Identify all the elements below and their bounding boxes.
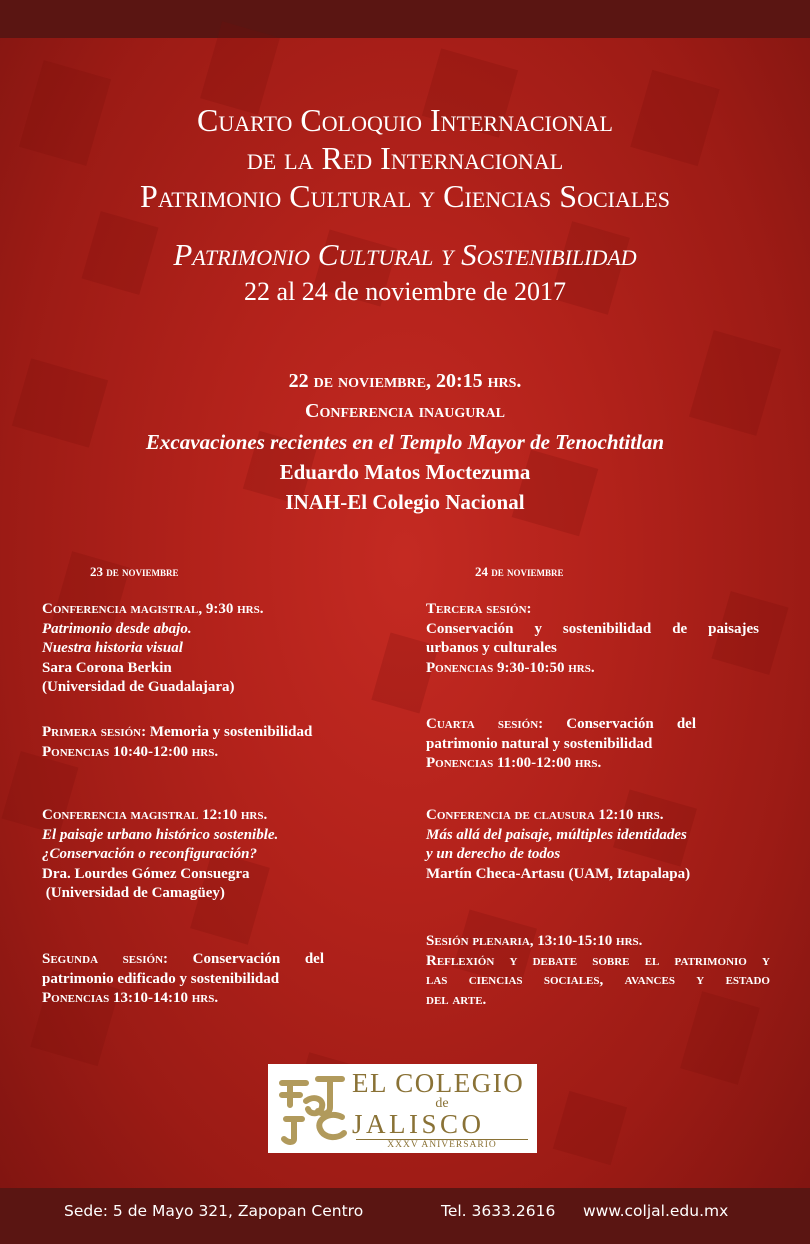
top-bar bbox=[0, 0, 810, 38]
day-24-heading: 24 de noviembre bbox=[475, 564, 564, 579]
day-24-column bbox=[426, 600, 771, 1020]
session-2-title-2: patrimonio edificado y sostenibilidad bbox=[42, 970, 280, 987]
keynote-2-affiliation: (Universidad de Camagüey) bbox=[42, 885, 225, 901]
event-dates: 22 al 24 de noviembre de 2017 bbox=[243, 277, 567, 306]
inaugural-type: Conferencia inaugural bbox=[305, 400, 505, 422]
keynote-2-title-2: ¿Conservación o reconfiguración? bbox=[42, 846, 258, 862]
session-3-label: Tercera sesión: bbox=[426, 601, 532, 617]
keynote-1-time: Conferencia magistral, 9:30 hrs. bbox=[42, 601, 264, 617]
inaugural-speaker: Eduardo Matos Moctezuma bbox=[279, 460, 531, 484]
inaugural-talk: Excavaciones recientes en el Templo Mayor de Tenochtitlan bbox=[145, 430, 665, 454]
logo-line-2: de bbox=[435, 1096, 449, 1111]
keynote-2-title-1: El paisaje urbano histórico sostenible. bbox=[42, 826, 279, 843]
keynote-1-affiliation: (Universidad de Guadalajara) bbox=[42, 679, 235, 695]
session-4-title-2: patrimonio natural y sostenibilidad bbox=[426, 735, 653, 752]
session-4-title-1: Conservación del bbox=[566, 716, 696, 732]
keynote-1-title-2: Nuestra historia visual bbox=[42, 640, 183, 656]
session-2-ponencias: Ponencias 13:10-14:10 hrs. bbox=[42, 990, 219, 1006]
colegio-monogram-icon bbox=[276, 1071, 351, 1145]
keynote-2-speaker: Dra. Lourdes Gómez Consuegra bbox=[42, 865, 250, 882]
logo-line-3: JALISCO bbox=[352, 1109, 485, 1139]
title-line-3: Patrimonio Cultural y Ciencias Sociales bbox=[140, 178, 670, 214]
closing-title-1: Más allá del paisaje, múltiples identidades bbox=[426, 826, 687, 843]
session-3-title-1: Conservación y sostenibilidad de paisajes bbox=[426, 620, 759, 637]
session-4-ponencias: Ponencias 11:00-12:00 hrs. bbox=[426, 755, 602, 771]
session-1 bbox=[42, 723, 382, 762]
session-4 bbox=[426, 715, 696, 774]
plenary-desc-1: Reflexión y debate sobre el patrimonio y bbox=[426, 952, 770, 969]
session-1-label: Primera sesión: bbox=[42, 724, 147, 740]
session-1-title: Memoria y sostenibilidad bbox=[149, 724, 313, 740]
day-23-column bbox=[42, 600, 382, 1020]
keynote-1 bbox=[42, 600, 382, 698]
footer-website[interactable]: www.coljal.edu.mx bbox=[583, 1202, 729, 1220]
session-3-title-2: urbanos y culturales bbox=[426, 640, 557, 656]
inaugural-affiliation: INAH-El Colegio Nacional bbox=[285, 490, 525, 514]
keynote-1-title-1: Patrimonio desde abajo. bbox=[42, 620, 192, 637]
day-23-heading: 23 de noviembre bbox=[90, 564, 179, 579]
session-3-ponencias: Ponencias 9:30-10:50 hrs. bbox=[426, 659, 595, 676]
keynote-2-time: Conferencia magistral 12:10 hrs. bbox=[42, 807, 268, 823]
footer-phone: Tel. 3633.2616 bbox=[441, 1202, 556, 1220]
colegio-jalisco-logo bbox=[268, 1064, 537, 1153]
footer-address: Sede: 5 de Mayo 321, Zapopan Centro bbox=[64, 1202, 364, 1220]
title-line-2: de la Red Internacional bbox=[246, 140, 564, 176]
plenary-desc-3: del arte. bbox=[426, 991, 487, 1008]
inaugural-datetime: 22 de noviembre, 20:15 hrs. bbox=[288, 370, 522, 392]
closing-title-2: y un derecho de todos bbox=[426, 846, 561, 862]
closing-time: Conferencia de clausura 12:10 hrs. bbox=[426, 807, 664, 823]
plenary-session bbox=[426, 932, 770, 1010]
session-2-label: Segunda sesión: bbox=[42, 951, 169, 967]
session-2 bbox=[42, 950, 324, 1009]
keynote-2 bbox=[42, 806, 382, 904]
plenary-time: Sesión plenaria, 13:10-15:10 hrs. bbox=[426, 933, 643, 949]
session-2-title-1: Conservación del bbox=[192, 951, 324, 967]
closing-speaker: Martín Checa-Artasu (UAM, Iztapalapa) bbox=[426, 865, 691, 882]
session-1-ponencias: Ponencias 10:40-12:00 hrs. bbox=[42, 743, 219, 760]
keynote-1-speaker: Sara Corona Berkin bbox=[42, 659, 172, 676]
session-3 bbox=[426, 600, 759, 678]
plenary-desc-2: las ciencias sociales, avances y estado bbox=[426, 972, 770, 988]
closing-conference bbox=[426, 806, 771, 884]
session-4-label: Cuarta sesión: bbox=[426, 716, 544, 732]
logo-anniversary: XXXV ANIVERSARIO bbox=[387, 1140, 497, 1150]
logo-line-1: EL COLEGIO bbox=[352, 1068, 525, 1098]
event-subtitle: Patrimonio Cultural y Sostenibilidad bbox=[173, 237, 637, 272]
title-line-1: Cuarto Coloquio Internacional bbox=[197, 102, 613, 138]
